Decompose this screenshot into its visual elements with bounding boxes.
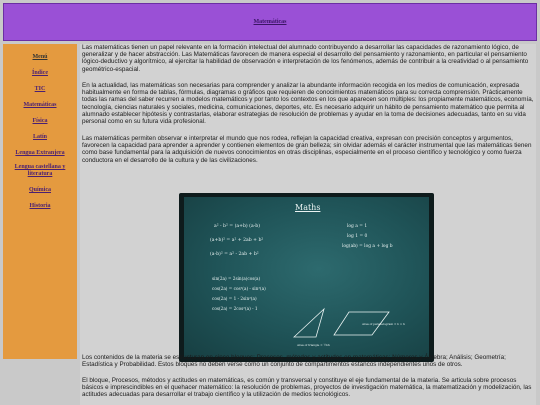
main-content [80,44,536,405]
formula: cos(2a) = 2cos²(a) - 1 [212,306,258,311]
formula: (a-b)² = a² - 2ab + b² [210,252,259,257]
formula: a² - b² = (a+b) (a-b) [214,224,260,229]
sidebar-item-lengua-castellana[interactable]: Lengua castellana y literatura [14,164,66,177]
formula: sin(2a) = 2sin(a)cos(a) [212,276,261,281]
paragraph-intro: Las matemáticas tienen un papel relevante en la formación intelectual del alumnado contribuyendo a desarrollar las capacidades de razonamiento lógico, de generalizar y de hacer abstracción. Las Matemáticas favorecen de manera especial el desarrollo del pensamiento y razonamiento, en particular el pensamiento lógico-deductivo y algorítmico, al ejercitar la habilidad de observación e interpretación de los fenómenos, además de contribuir a la creatividad o al pensamiento geométrico-espacial. [82,44,529,73]
sidebar-item-latin[interactable]: Latín [32,134,47,140]
formula: log a = 1 [347,224,368,229]
menu-title: Menú [32,54,48,60]
paragraph-mundo: Las matemáticas permiten observar e interpretar el mundo que nos rodea, reflejan la capacidad creativa, expresan con precisión conceptos y argumentos, favorecen la capacidad para aprender a aprender y contienen elementos de gran belleza; sin olvidar además el carácter instrumental que las matemáticas tienen como base fundamental para la adquisición de nuevos conocimientos en otras disciplinas, especialmente en el proceso científico y tecnológico y como fuerza conductora en el desarrollo de la cultura y de las civilizaciones. [82,135,532,164]
page-header [3,3,537,41]
paragraph-contenidos: Los contenidos de la materia se estructuran en cinco bloques: Procesos, métodos y actitudes en matemáticas; Números y Álgebra; Análisis; Geometría; Estadística y Probabilidad. Estos bloques no deben verse como un conjunto de compartimentos estancos independientes unos de otros. [82,354,506,369]
page-title[interactable]: Matemáticas [253,19,287,25]
sidebar-item-tic[interactable]: TIC [34,86,46,92]
formula: cos(2a) = 1 - 2sin²(a) [212,296,257,301]
sidebar-item-quimica[interactable]: Química [29,187,51,193]
geometry-drawing [184,197,429,357]
formula: log(ab) = log a + log b [342,244,393,249]
chalkboard-title: Maths [295,203,321,212]
sidebar-item-matematicas[interactable]: Matemáticas [23,102,57,108]
sidebar-item-historia[interactable]: Historia [29,203,51,209]
sidebar-item-lengua-extranjera[interactable]: Lengua Extranjera [15,150,65,156]
formula: (a+b)² = a² + 2ab + b² [210,238,264,243]
paragraph-actualidad: En la actualidad, las matemáticas son necesarias para comprender y analizar la abundante información recogida en los medios de comunicación, expresada habitualmente en forma de tablas, fórmulas, diagramas o gráficos que requieren de conocimientos matemáticos para su correcta comprensión. Prácticamente todas las ramas del saber recurren a modelos matemáticos y por tanto los contextos en los que aparecen son múltiples: los propiamente matemáticos, economía, tecnología, ciencias naturales y sociales, medicina, comunicaciones, deportes, etc. Es necesario adquirir un hábito de pensamiento matemático que permita al alumnado establecer hipótesis y contrastarlas, elaborar estrategias de resolución de problemas y ayudar en la toma de decisiones adecuadas, tanto en su vida personal como en su futura vida profesional. [82,82,534,126]
parallelogram-caption: Area of parallelogram = b × h [362,322,405,326]
sidebar-item-indice[interactable]: Índice [31,70,48,76]
chalkboard-image [184,197,429,357]
triangle-caption: Area of triangle = ½bh [297,343,330,347]
formula: log 1 = 0 [347,234,368,239]
sidebar-item-fisica[interactable]: Física [32,118,48,124]
paragraph-bloque: El bloque, Procesos, métodos y actitudes en matemáticas, es común y transversal y constituye el eje fundamental de la materia. Se articula sobre procesos básicos e imprescindibles en el quehacer matemático: la resolución de problemas, proyectos de investigación matemática, la matematización y modelización, las actitudes adecuadas para desarrollar el trabajo científico y la utilización de medios tecnológicos. [82,377,532,399]
sidebar-menu [3,44,77,359]
formula: cos(2a) = cos²(a) - sin²(a) [212,286,266,291]
